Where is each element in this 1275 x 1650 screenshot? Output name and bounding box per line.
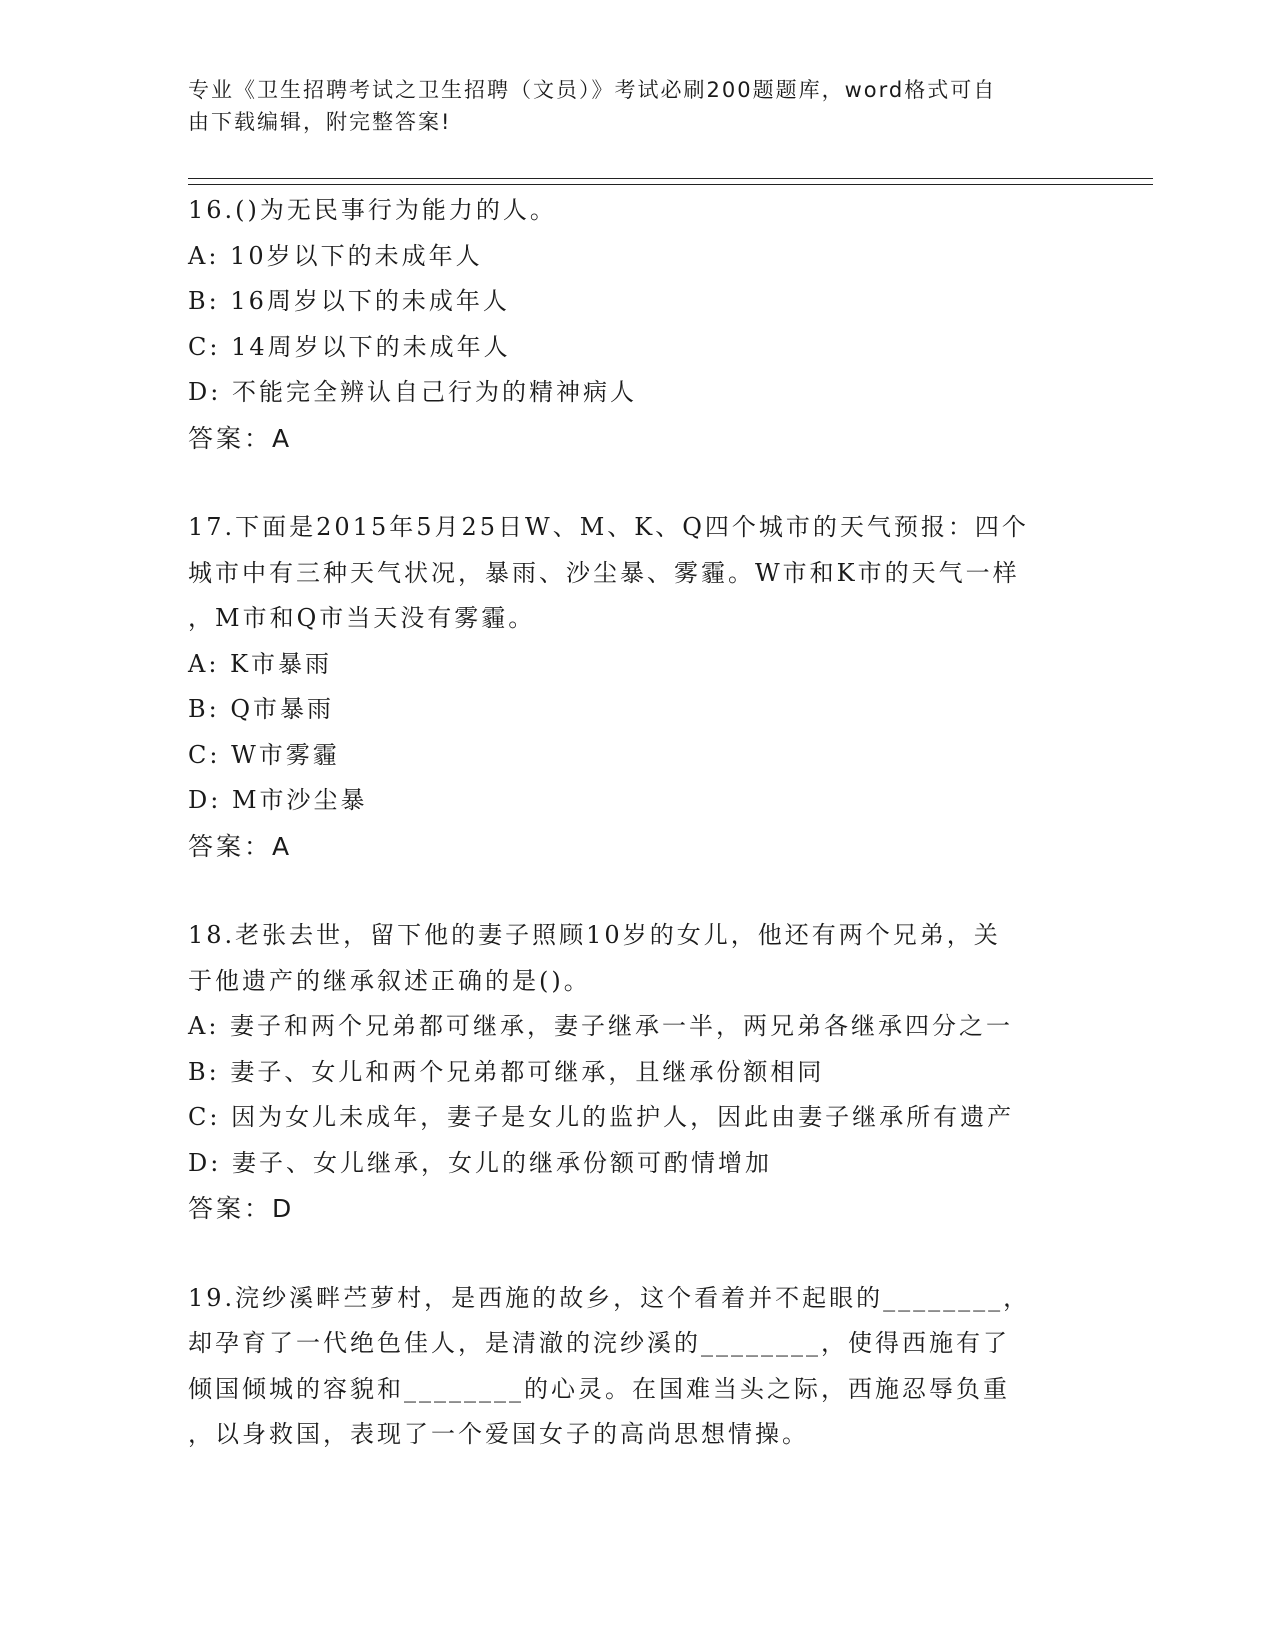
option-b: B: Q市暴雨	[188, 695, 335, 723]
option-a: A: 10岁以下的未成年人	[188, 241, 483, 270]
option-d: D: 妻子、女儿继承，女儿的继承份额可酌情增加	[188, 1148, 772, 1177]
option-a: A: 妻子和两个兄弟都可继承，妻子继承一半，两兄弟各继承四分之一	[188, 1012, 1014, 1040]
question-text: 17.下面是2015年5月25日W、M、K、Q四个城市的天气预报：四个	[188, 513, 1029, 541]
header-divider	[188, 178, 1153, 185]
document-header	[188, 74, 1088, 138]
header-line-1: 专业《卫生招聘考试之卫生招聘（文员）》考试必刷200题题库，word格式可自	[188, 78, 997, 102]
question-text: 18.老张去世，留下他的妻子照顾10岁的女儿，他还有两个兄弟，关	[188, 921, 1001, 949]
question-list	[188, 188, 1148, 1502]
option-c: C: 因为女儿未成年，妻子是女儿的监护人，因此由妻子继承所有遗产	[188, 1103, 1015, 1131]
question-text: 19.浣纱溪畔苎萝村，是西施的故乡，这个看着并不起眼的________，	[188, 1283, 1031, 1312]
option-d: D: 不能完全辨认自己行为的精神病人	[188, 378, 637, 406]
question-text: ，M市和Q市当天没有雾霾。	[188, 604, 536, 632]
question-text: 16.()为无民事行为能力的人。	[188, 196, 557, 224]
question-text: 于他遗产的继承叙述正确的是()。	[188, 966, 591, 995]
answer: 答案：A	[188, 831, 293, 861]
question-18	[188, 913, 1148, 1232]
option-a: A: K市暴雨	[188, 649, 332, 678]
option-c: C: W市雾霾	[188, 740, 340, 769]
question-16	[188, 188, 1148, 461]
answer: 答案：D	[188, 1194, 295, 1223]
question-text: ，以身救国，表现了一个爱国女子的高尚思想情操。	[188, 1420, 809, 1448]
option-d: D: M市沙尘暴	[188, 786, 368, 814]
option-b: B: 16周岁以下的未成年人	[188, 287, 510, 315]
option-c: C: 14周岁以下的未成年人	[188, 332, 511, 361]
question-text: 城市中有三种天气状况，暴雨、沙尘暴、雾霾。W市和K市的天气一样	[188, 558, 1020, 587]
header-line-2: 由下载编辑，附完整答案!	[188, 110, 452, 134]
question-text: 倾国倾城的容貌和________的心灵。在国难当头之际，西施忍辱负重	[188, 1374, 1010, 1403]
answer: 答案：A	[188, 423, 293, 453]
question-17	[188, 505, 1148, 869]
question-text: 却孕育了一代绝色佳人，是清澈的浣纱溪的________，使得西施有了	[188, 1329, 1010, 1357]
question-19	[188, 1276, 1148, 1458]
option-b: B: 妻子、女儿和两个兄弟都可继承，且继承份额相同	[188, 1057, 825, 1086]
